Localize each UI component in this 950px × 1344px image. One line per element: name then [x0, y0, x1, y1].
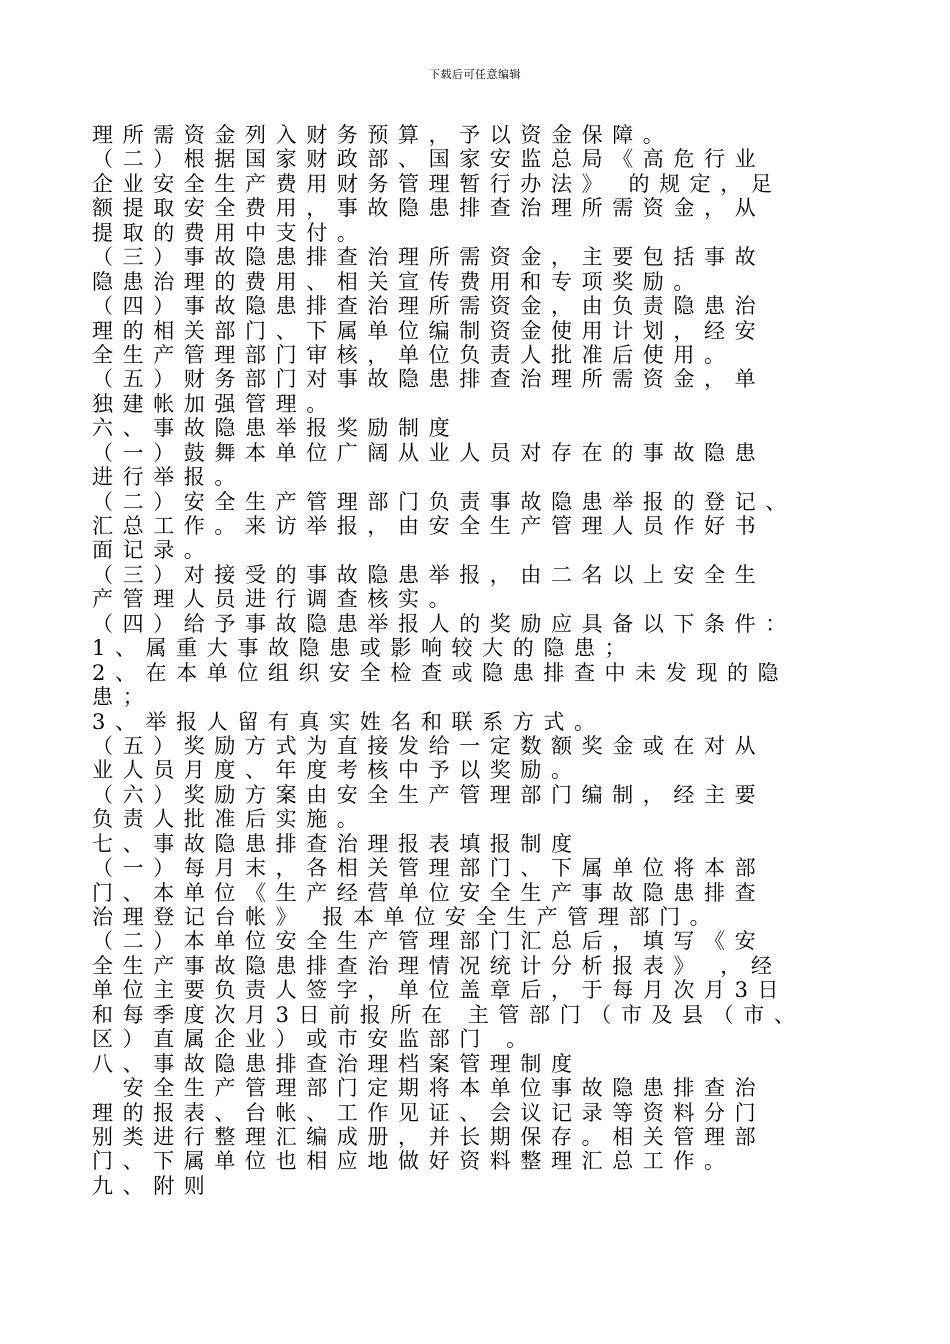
document-line: 隐患治理的费用、相关宣传费用和专项奖励。 [92, 269, 704, 294]
document-line: 额提取安全费用，事故隐患排查治理所需资金，从 [92, 196, 766, 221]
document-line: 患； [92, 685, 154, 710]
document-line: （一）鼓舞本单位广阔从业人员对存在的事故隐患 [92, 440, 766, 465]
document-line: 进行举报。 [92, 465, 245, 490]
document-line: 业人员月度、年度考核中予以奖励。 [92, 758, 582, 783]
document-line: 和每季度次月3日前报所在 主管部门（市及县（市、 [92, 1002, 805, 1027]
document-line: 六、事故隐患举报奖励制度 [92, 416, 460, 441]
document-line: （一）每月末，各相关管理部门、下属单位将本部 [92, 856, 766, 881]
document-line: 面记录。 [92, 538, 215, 563]
document-line: （三）事故隐患排查治理所需资金，主要包括事故 [92, 245, 766, 270]
document-line: （二）安全生产管理部门负责事故隐患举报的登记、 [92, 489, 796, 514]
document-body [92, 123, 872, 1198]
document-line: 七、事故隐患排查治理报表填报制度 [92, 831, 582, 856]
document-line: （四）事故隐患排查治理所需资金，由负责隐患治 [92, 294, 766, 319]
document-line: 独建帐加强管理。 [92, 391, 337, 416]
page-header-note: 下载后可任意编辑 [429, 68, 521, 81]
document-line: （五）奖励方式为直接发给一定数额奖金或在对从 [92, 733, 766, 758]
document-line: （三）对接受的事故隐患举报，由二名以上安全生 [92, 562, 766, 587]
document-line: （二）本单位安全生产管理部门汇总后，填写《安 [92, 929, 766, 954]
document-line: 1、属重大事故隐患或影响较大的隐患； [92, 636, 636, 661]
document-line: 全生产事故隐患排查治理情况统计分析报表》 ，经 [92, 953, 782, 978]
document-line: （六）奖励方案由安全生产管理部门编制，经主要 [92, 782, 766, 807]
document-line: 治理登记台帐》 报本单位安全生产管理部门。 [92, 905, 721, 929]
document-line: 区）直属企业）或市安监部门 。 [92, 1027, 537, 1052]
document-line: 理的报表、台帐、工作见证、会议记录等资料分门 [92, 1100, 766, 1125]
document-line: 别类进行整理汇编成册，并长期保存。相关管理部 [92, 1124, 766, 1149]
document-line: 提取的费用中支付。 [92, 220, 368, 245]
document-line: 理的相关部门、下属单位编制资金使用计划，经安 [92, 318, 766, 343]
document-line: 产管理人员进行调查核实。 [92, 587, 460, 612]
document-line: 负责人批准后实施。 [92, 807, 368, 832]
document-line: 2、在本单位组织安全检查或隐患排查中未发现的隐 [92, 660, 789, 685]
document-line: 企业安全生产费用财务管理暂行办法》 的规定，足 [92, 171, 782, 196]
document-line: 汇总工作。来访举报，由安全生产管理人员作好书 [92, 514, 766, 538]
document-line: 全生产管理部门审核，单位负责人批准后使用。 [92, 342, 735, 367]
document-line: 3、举报人留有真实姓名和联系方式。 [92, 709, 605, 734]
document-line: 八、事故隐患排查治理档案管理制度 [92, 1051, 582, 1076]
document-line: 理所需资金列入财务预算，予以资金保障。 [92, 123, 674, 147]
document-line: 单位主要负责人签字，单位盖章后，于每月次月3日 [92, 978, 789, 1003]
document-line: （二）根据国家财政部、国家安监总局《高危行业 [92, 147, 766, 172]
document-line: （四）给予事故隐患举报人的奖励应具备以下条件： [92, 611, 796, 636]
document-line: 安全生产管理部门定期将本单位事故隐患排查治 [92, 1076, 766, 1101]
document-line: 门、本单位《生产经营单位安全生产事故隐患排查 [92, 880, 766, 905]
document-line: 九、附则 [92, 1173, 215, 1198]
document-line: （五）财务部门对事故隐患排查治理所需资金，单 [92, 367, 766, 392]
document-line: 门、下属单位也相应地做好资料整理汇总工作。 [92, 1149, 735, 1174]
